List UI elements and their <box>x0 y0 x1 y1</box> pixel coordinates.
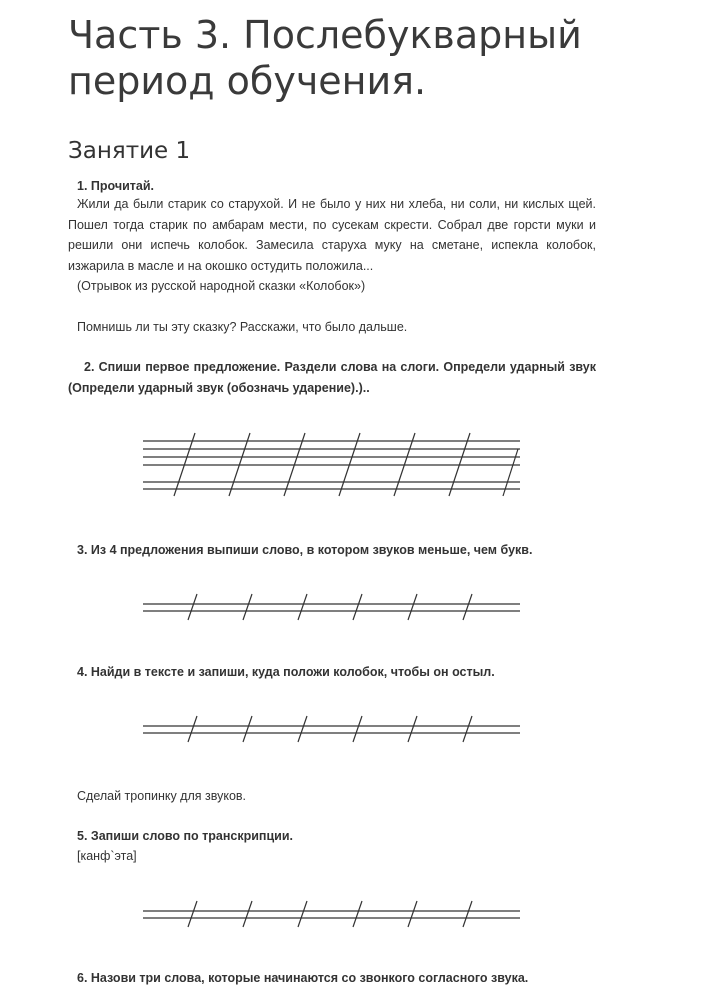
page-title: Часть 3. Послебукварный период обучения. <box>68 13 582 103</box>
task1-heading: 1. Прочитай. <box>77 179 155 193</box>
task1-question: Помнишь ли ты эту сказку? Расскажи, что было дальше. <box>77 320 408 334</box>
story-source: (Отрывок из русской народной сказки «Колобок») <box>77 279 366 293</box>
writing-lines-block-3[interactable] <box>143 716 520 742</box>
task2-instruction: 2. Спиши первое предложение. Раздели слова на слоги. Определи ударный звук (Определи ударный звук (обозначь ударение).).. <box>68 360 596 395</box>
task4-note: Сделай тропинку для звуков. <box>77 789 247 803</box>
task3-text: 3. Из 4 предложения выпиши слово, в котором звуков меньше, чем букв. <box>77 543 533 557</box>
task6-text: 6. Назови три слова, которые начинаются со звонкого согласного звука. <box>77 971 529 985</box>
lesson-title: Занятие 1 <box>68 138 191 164</box>
transcription: [канф`эта] <box>77 849 137 863</box>
writing-lines-block-1[interactable] <box>143 433 520 496</box>
writing-lines-block-4[interactable] <box>143 901 520 927</box>
story-text: Жили да были старик со старухой. И не было у них ни хлеба, ни соли, ни кислых щей. Пошел тогда старик по амбарам мести, по сусекам скрести. Собрал две горсти муки и решили они испечь колобок. Замесила старуха муку на сметане, испекла колобок, изжарила в масле и на окошко остудить положила... <box>68 197 596 273</box>
task4-text: 4. Найди в тексте и запиши, куда положи колобок, чтобы он остыл. <box>77 665 495 679</box>
task5-text: 5. Запиши слово по транскрипции. <box>77 829 294 843</box>
writing-lines-block-2[interactable] <box>143 594 520 620</box>
